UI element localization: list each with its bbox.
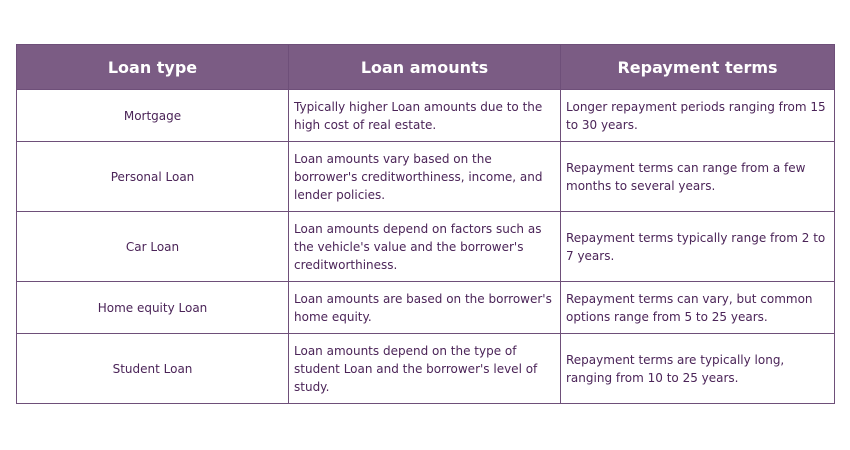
loan-amounts-cell: Typically higher Loan amounts due to the high cost of real estate.	[289, 90, 561, 142]
loan-amounts-cell: Loan amounts vary based on the borrower's creditworthiness, income, and lender policies.	[289, 142, 561, 212]
loan-type-cell: Home equity Loan	[17, 282, 289, 334]
table-row	[17, 334, 835, 404]
loan-amounts-cell: Loan amounts are based on the borrower's home equity.	[289, 282, 561, 334]
repayment-terms-cell: Repayment terms typically range from 2 to 7 years.	[561, 212, 835, 282]
loan-amounts-cell: Loan amounts depend on the type of student Loan and the borrower's level of study.	[289, 334, 561, 404]
loan-comparison-table-container	[16, 44, 834, 404]
loan-amounts-cell: Loan amounts depend on factors such as the vehicle's value and the borrower's creditworthiness.	[289, 212, 561, 282]
table-row	[17, 282, 835, 334]
table-row	[17, 142, 835, 212]
repayment-terms-cell: Repayment terms can range from a few months to several years.	[561, 142, 835, 212]
repayment-terms-cell: Longer repayment periods ranging from 15 to 30 years.	[561, 90, 835, 142]
header-loan-amounts: Loan amounts	[289, 45, 561, 90]
loan-type-cell: Personal Loan	[17, 142, 289, 212]
table-row	[17, 212, 835, 282]
table-row	[17, 90, 835, 142]
header-repayment-terms: Repayment terms	[561, 45, 835, 90]
repayment-terms-cell: Repayment terms can vary, but common options range from 5 to 25 years.	[561, 282, 835, 334]
loan-comparison-table	[16, 44, 835, 404]
table-header-row	[17, 45, 835, 90]
loan-type-cell: Mortgage	[17, 90, 289, 142]
repayment-terms-cell: Repayment terms are typically long, ranging from 10 to 25 years.	[561, 334, 835, 404]
loan-type-cell: Car Loan	[17, 212, 289, 282]
loan-type-cell: Student Loan	[17, 334, 289, 404]
header-loan-type: Loan type	[17, 45, 289, 90]
